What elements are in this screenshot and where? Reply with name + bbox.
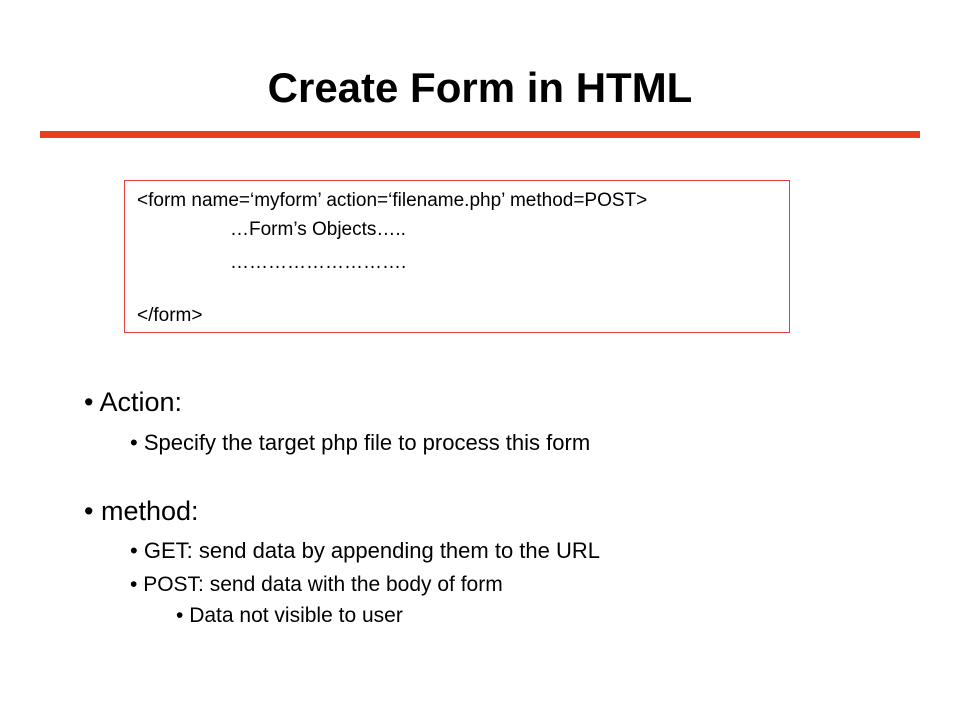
bullet-method-text: method: <box>100 496 199 526</box>
code-line-objects: …Form’s Objects….. <box>230 219 406 240</box>
bullet-action-text: Action: <box>99 387 183 417</box>
bullet-marker: • <box>84 387 94 417</box>
bullet-post-text: POST: send data with the body of form <box>143 573 503 596</box>
code-block <box>124 180 790 333</box>
bullet-post-sub-text: Data not visible to user <box>189 604 403 627</box>
bullet-marker: • <box>130 538 138 563</box>
slide-title: Create Form in HTML <box>267 64 693 111</box>
bullet-marker: • <box>84 496 94 526</box>
bullet-get <box>130 540 600 562</box>
bullet-action-detail <box>130 432 590 454</box>
bullet-marker: • <box>176 604 184 627</box>
code-line-ellipsis: ………………………. <box>230 252 407 273</box>
bullet-get-text: GET: send data by appending them to the URL <box>143 538 601 563</box>
bullet-action-detail-text: Specify the target php file to process this form <box>143 430 591 455</box>
bullet-post-sub <box>176 605 403 626</box>
title-divider <box>40 131 920 138</box>
bullet-method <box>84 498 199 525</box>
bullet-action <box>84 389 182 416</box>
bullet-marker: • <box>130 573 138 596</box>
bullet-post <box>130 574 503 595</box>
code-line-form-open: <form name=‘myform’ action=‘filename.php’ method=POST> <box>137 190 648 211</box>
bullet-marker: • <box>130 430 138 455</box>
code-line-form-close: </form> <box>137 305 203 326</box>
